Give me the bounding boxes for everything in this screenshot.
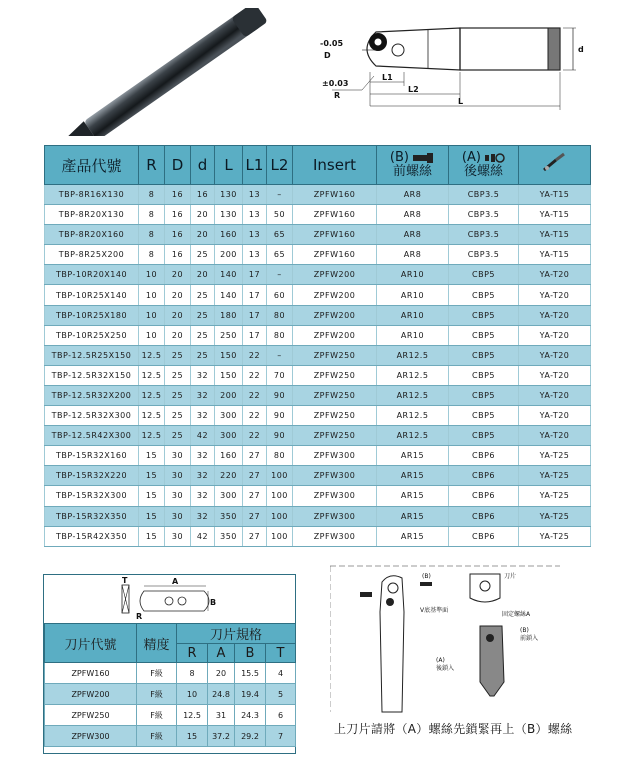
table-cell: 17 <box>243 265 267 285</box>
table-cell: AR12.5 <box>377 406 449 426</box>
table-cell: 20 <box>191 265 215 285</box>
table-cell: YA-T15 <box>519 245 591 265</box>
table-cell: TBP-8R16X130 <box>45 185 139 205</box>
asm-label-front: 前鎖入 <box>520 635 539 642</box>
table-cell: AR15 <box>377 486 449 506</box>
insert-cell: 31 <box>208 705 235 726</box>
table-cell: YA-T20 <box>519 385 591 405</box>
insert-cell: 4 <box>266 663 296 684</box>
insert-cell: ZPFW250 <box>45 705 137 726</box>
table-cell: AR12.5 <box>377 426 449 446</box>
table-cell: CBP6 <box>449 486 519 506</box>
table-cell: AR10 <box>377 285 449 305</box>
header-insert: Insert <box>293 146 377 185</box>
table-cell: TBP-8R20X130 <box>45 205 139 225</box>
insert-cell: 8 <box>177 663 208 684</box>
asm-label-b2: (B) <box>520 627 529 634</box>
table-cell: AR10 <box>377 325 449 345</box>
insert-cell: 5 <box>266 684 296 705</box>
table-cell: 140 <box>215 285 243 305</box>
spec-table-header <box>45 146 591 185</box>
table-cell: 100 <box>267 486 293 506</box>
table-cell: 15 <box>139 506 165 526</box>
insert-dim-b: B <box>210 598 217 607</box>
table-cell: AR15 <box>377 526 449 546</box>
asm-label-a: (A) <box>436 657 445 664</box>
insert-diagram <box>44 575 295 623</box>
screw-icon <box>485 153 505 163</box>
table-cell: 70 <box>267 365 293 385</box>
table-cell: – <box>267 345 293 365</box>
table-cell: TBP-15R32X300 <box>45 486 139 506</box>
insert-header-code: 刀片代號 <box>45 624 137 663</box>
table-cell: CBP5 <box>449 365 519 385</box>
table-cell: YA-T20 <box>519 426 591 446</box>
table-cell: ZPFW300 <box>293 526 377 546</box>
table-cell: 250 <box>215 325 243 345</box>
table-cell: 32 <box>191 406 215 426</box>
table-cell: 12.5 <box>139 385 165 405</box>
table-row <box>45 185 591 205</box>
insert-cell: 24.8 <box>208 684 235 705</box>
insert-cell: ZPFW200 <box>45 684 137 705</box>
table-cell: 160 <box>215 225 243 245</box>
table-cell: YA-T25 <box>519 506 591 526</box>
insert-cell: 15 <box>177 726 208 747</box>
header-l2: L2 <box>267 146 293 185</box>
table-cell: YA-T20 <box>519 365 591 385</box>
table-cell: 32 <box>191 446 215 466</box>
table-cell: 30 <box>165 506 191 526</box>
insert-spec-box <box>43 574 296 754</box>
table-cell: 27 <box>243 486 267 506</box>
dim-tol-d: -0.05 <box>320 39 344 48</box>
table-cell: YA-T20 <box>519 325 591 345</box>
table-cell: 25 <box>191 245 215 265</box>
table-cell: ZPFW160 <box>293 245 377 265</box>
dim-l2: L2 <box>408 85 419 94</box>
table-cell: AR15 <box>377 506 449 526</box>
header-l: L <box>215 146 243 185</box>
table-cell: 90 <box>267 385 293 405</box>
table-cell: 8 <box>139 185 165 205</box>
table-row <box>45 205 591 225</box>
table-cell: CBP5 <box>449 285 519 305</box>
table-row <box>45 265 591 285</box>
header-back-screw <box>449 146 519 185</box>
table-cell: YA-T15 <box>519 185 591 205</box>
table-cell: 16 <box>165 185 191 205</box>
insert-header-grade: 精度 <box>137 624 177 663</box>
table-cell: ZPFW200 <box>293 285 377 305</box>
header-code: 產品代號 <box>45 146 139 185</box>
table-cell: CBP5 <box>449 426 519 446</box>
dim-l: L <box>458 97 464 106</box>
table-cell: YA-T25 <box>519 526 591 546</box>
table-cell: ZPFW250 <box>293 426 377 446</box>
table-cell: 25 <box>165 365 191 385</box>
table-cell: 20 <box>165 265 191 285</box>
table-cell: 17 <box>243 305 267 325</box>
table-cell: 80 <box>267 446 293 466</box>
table-cell: 25 <box>165 385 191 405</box>
torx-key-icon <box>542 152 568 174</box>
table-row <box>45 325 591 345</box>
table-cell: YA-T15 <box>519 225 591 245</box>
table-cell: 350 <box>215 506 243 526</box>
insert-cell: ZPFW300 <box>45 726 137 747</box>
table-cell: ZPFW200 <box>293 325 377 345</box>
table-row <box>45 345 591 365</box>
table-cell: 13 <box>243 185 267 205</box>
insert-cell: 24.3 <box>235 705 266 726</box>
table-cell: CBP5 <box>449 406 519 426</box>
table-cell: CBP5 <box>449 325 519 345</box>
dim-d-small: d <box>578 45 584 54</box>
dim-d-big: D <box>324 51 331 60</box>
table-cell: ZPFW160 <box>293 225 377 245</box>
table-cell: YA-T25 <box>519 486 591 506</box>
table-cell: 150 <box>215 365 243 385</box>
dim-tol-r: ±0.03 <box>322 79 349 88</box>
table-cell: CBP6 <box>449 526 519 546</box>
table-cell: – <box>267 185 293 205</box>
table-cell: YA-T20 <box>519 406 591 426</box>
table-cell: 22 <box>243 345 267 365</box>
table-cell: AR10 <box>377 305 449 325</box>
table-cell: TBP-8R25X200 <box>45 245 139 265</box>
insert-cell: 15.5 <box>235 663 266 684</box>
table-cell: AR15 <box>377 466 449 486</box>
table-cell: 8 <box>139 225 165 245</box>
table-cell: 100 <box>267 466 293 486</box>
table-row <box>45 526 591 546</box>
table-cell: 16 <box>165 245 191 265</box>
table-cell: TBP-8R20X160 <box>45 225 139 245</box>
table-cell: TBP-10R25X250 <box>45 325 139 345</box>
table-cell: ZPFW300 <box>293 446 377 466</box>
table-cell: 30 <box>165 526 191 546</box>
table-cell: YA-T15 <box>519 205 591 225</box>
table-cell: 15 <box>139 526 165 546</box>
table-cell: CBP6 <box>449 506 519 526</box>
table-cell: 42 <box>191 526 215 546</box>
header-d-big: D <box>165 146 191 185</box>
table-cell: 300 <box>215 406 243 426</box>
table-cell: 32 <box>191 466 215 486</box>
table-cell: 25 <box>165 345 191 365</box>
insert-header-a: A <box>208 644 235 663</box>
table-cell: 10 <box>139 265 165 285</box>
insert-header-spec: 刀片規格 <box>177 624 296 644</box>
table-cell: ZPFW250 <box>293 406 377 426</box>
table-cell: 25 <box>191 285 215 305</box>
table-cell: 13 <box>243 225 267 245</box>
table-cell: 10 <box>139 285 165 305</box>
table-cell: 150 <box>215 345 243 365</box>
table-cell: 65 <box>267 225 293 245</box>
table-cell: 16 <box>191 185 215 205</box>
insert-cell: 19.4 <box>235 684 266 705</box>
table-cell: TBP-15R32X350 <box>45 506 139 526</box>
table-cell: 15 <box>139 446 165 466</box>
table-cell: 32 <box>191 365 215 385</box>
insert-dim-r: R <box>136 612 143 621</box>
insert-cell: F級 <box>137 663 177 684</box>
table-cell: 12.5 <box>139 365 165 385</box>
insert-header-r: R <box>177 644 208 663</box>
table-cell: 13 <box>243 245 267 265</box>
table-cell: 160 <box>215 446 243 466</box>
back-screw-text: 後螺絲 <box>463 164 503 179</box>
table-cell: 12.5 <box>139 426 165 446</box>
table-cell: ZPFW160 <box>293 185 377 205</box>
table-cell: 12.5 <box>139 345 165 365</box>
table-cell: 30 <box>165 486 191 506</box>
table-row <box>45 305 591 325</box>
table-cell: CBP3.5 <box>449 225 519 245</box>
asm-label-b: (B) <box>422 573 431 580</box>
table-cell: 22 <box>243 365 267 385</box>
table-cell: YA-T25 <box>519 466 591 486</box>
table-cell: TBP-12.5R32X200 <box>45 385 139 405</box>
table-row <box>45 486 591 506</box>
insert-dim-t: T <box>122 576 128 585</box>
table-cell: AR15 <box>377 446 449 466</box>
dim-l1: L1 <box>382 73 393 82</box>
table-cell: 20 <box>165 285 191 305</box>
table-cell: 32 <box>191 506 215 526</box>
insert-dim-a: A <box>172 577 179 586</box>
table-cell: 130 <box>215 205 243 225</box>
table-cell: 25 <box>165 406 191 426</box>
table-cell: YA-T20 <box>519 285 591 305</box>
table-cell: YA-T25 <box>519 446 591 466</box>
table-cell: 25 <box>191 345 215 365</box>
table-cell: 22 <box>243 385 267 405</box>
table-row <box>45 365 591 385</box>
table-cell: 20 <box>191 205 215 225</box>
asm-label-blade: 刀片 <box>504 573 517 580</box>
assembly-caption: 上刀片請將（A）螺絲先鎖緊再上（B）螺絲 <box>334 722 573 736</box>
table-cell: ZPFW250 <box>293 365 377 385</box>
table-row <box>45 225 591 245</box>
header-l1: L1 <box>243 146 267 185</box>
table-cell: TBP-12.5R32X300 <box>45 406 139 426</box>
table-cell: TBP-10R25X140 <box>45 285 139 305</box>
dim-r: R <box>334 91 341 100</box>
table-cell: 8 <box>139 245 165 265</box>
table-row <box>45 446 591 466</box>
header-d-small: d <box>191 146 215 185</box>
table-cell: 350 <box>215 526 243 546</box>
table-cell: 25 <box>191 325 215 345</box>
insert-cell: F級 <box>137 705 177 726</box>
table-cell: 30 <box>165 446 191 466</box>
table-cell: 27 <box>243 446 267 466</box>
table-cell: 27 <box>243 506 267 526</box>
insert-row <box>45 705 296 726</box>
insert-row <box>45 663 296 684</box>
insert-cell: F級 <box>137 684 177 705</box>
table-cell: 65 <box>267 245 293 265</box>
table-cell: 140 <box>215 265 243 285</box>
table-cell: 8 <box>139 205 165 225</box>
table-cell: 20 <box>165 305 191 325</box>
table-cell: – <box>267 265 293 285</box>
table-row <box>45 466 591 486</box>
table-cell: CBP5 <box>449 265 519 285</box>
asm-label-v: V底基準面 <box>420 607 449 614</box>
table-cell: 200 <box>215 245 243 265</box>
table-row <box>45 245 591 265</box>
table-cell: 17 <box>243 285 267 305</box>
table-cell: 13 <box>243 205 267 225</box>
header-front-screw <box>377 146 449 185</box>
insert-table <box>44 623 296 747</box>
table-cell: 27 <box>243 526 267 546</box>
table-cell: 200 <box>215 385 243 405</box>
table-cell: 130 <box>215 185 243 205</box>
insert-row <box>45 684 296 705</box>
table-cell: CBP5 <box>449 385 519 405</box>
table-cell: CBP3.5 <box>449 245 519 265</box>
table-cell: TBP-15R42X350 <box>45 526 139 546</box>
table-cell: 16 <box>165 205 191 225</box>
table-row <box>45 385 591 405</box>
insert-cell: 10 <box>177 684 208 705</box>
insert-cell: 37.2 <box>208 726 235 747</box>
table-cell: CBP5 <box>449 305 519 325</box>
table-cell: AR8 <box>377 205 449 225</box>
table-cell: TBP-10R25X180 <box>45 305 139 325</box>
front-screw-label: (B) <box>389 150 409 165</box>
table-cell: 220 <box>215 466 243 486</box>
table-cell: 300 <box>215 426 243 446</box>
table-cell: AR10 <box>377 265 449 285</box>
table-cell: CBP6 <box>449 466 519 486</box>
insert-header-t: T <box>266 644 296 663</box>
assembly-diagram <box>330 562 560 722</box>
table-cell: 90 <box>267 426 293 446</box>
table-cell: CBP5 <box>449 345 519 365</box>
table-cell: TBP-12.5R25X150 <box>45 345 139 365</box>
table-cell: 30 <box>165 466 191 486</box>
table-cell: ZPFW300 <box>293 466 377 486</box>
table-cell: 10 <box>139 325 165 345</box>
table-cell: 32 <box>191 486 215 506</box>
table-cell: 15 <box>139 466 165 486</box>
front-screw-text: 前螺絲 <box>392 164 432 179</box>
insert-cell: 6 <box>266 705 296 726</box>
screw-icon <box>413 153 435 163</box>
table-cell: ZPFW250 <box>293 385 377 405</box>
table-cell: 17 <box>243 325 267 345</box>
header-r: R <box>139 146 165 185</box>
table-cell: 22 <box>243 426 267 446</box>
asm-label-back: 後鎖入 <box>436 665 455 672</box>
table-cell: 12.5 <box>139 406 165 426</box>
table-cell: ZPFW300 <box>293 506 377 526</box>
table-cell: CBP3.5 <box>449 205 519 225</box>
table-cell: 25 <box>191 305 215 325</box>
table-cell: 16 <box>165 225 191 245</box>
table-cell: AR8 <box>377 185 449 205</box>
table-cell: 32 <box>191 385 215 405</box>
insert-cell: F級 <box>137 726 177 747</box>
table-cell: 80 <box>267 305 293 325</box>
insert-cell: 7 <box>266 726 296 747</box>
table-cell: ZPFW160 <box>293 205 377 225</box>
insert-cell: 20 <box>208 663 235 684</box>
table-cell: 10 <box>139 305 165 325</box>
table-row <box>45 285 591 305</box>
asm-label-fix: 固定螺絲A <box>502 611 531 618</box>
table-row <box>45 426 591 446</box>
table-cell: TBP-15R32X220 <box>45 466 139 486</box>
table-cell: 20 <box>165 325 191 345</box>
table-cell: AR12.5 <box>377 385 449 405</box>
table-cell: 100 <box>267 506 293 526</box>
dimension-drawing <box>318 10 618 122</box>
table-cell: 20 <box>191 225 215 245</box>
table-cell: 60 <box>267 285 293 305</box>
table-cell: AR12.5 <box>377 345 449 365</box>
back-screw-label: (A) <box>461 150 481 165</box>
insert-header-b: B <box>235 644 266 663</box>
table-cell: YA-T20 <box>519 305 591 325</box>
end-mill-photo <box>40 8 310 136</box>
table-cell: ZPFW250 <box>293 345 377 365</box>
table-row <box>45 506 591 526</box>
table-cell: 100 <box>267 526 293 546</box>
table-cell: CBP6 <box>449 446 519 466</box>
insert-row <box>45 726 296 747</box>
insert-cell: 12.5 <box>177 705 208 726</box>
table-cell: TBP-12.5R32X150 <box>45 365 139 385</box>
table-cell: AR8 <box>377 225 449 245</box>
insert-cell: ZPFW160 <box>45 663 137 684</box>
table-cell: ZPFW200 <box>293 265 377 285</box>
table-cell: 42 <box>191 426 215 446</box>
table-cell: 27 <box>243 466 267 486</box>
table-cell: CBP3.5 <box>449 185 519 205</box>
insert-cell: 29.2 <box>235 726 266 747</box>
table-cell: YA-T20 <box>519 345 591 365</box>
table-cell: YA-T20 <box>519 265 591 285</box>
table-cell: AR8 <box>377 245 449 265</box>
table-cell: 90 <box>267 406 293 426</box>
table-cell: ZPFW200 <box>293 305 377 325</box>
table-cell: TBP-15R32X160 <box>45 446 139 466</box>
spec-table <box>44 145 591 547</box>
table-cell: AR12.5 <box>377 365 449 385</box>
table-cell: 50 <box>267 205 293 225</box>
header-wrench <box>519 146 591 185</box>
table-row <box>45 406 591 426</box>
table-cell: 25 <box>165 426 191 446</box>
table-cell: TBP-10R20X140 <box>45 265 139 285</box>
table-cell: 300 <box>215 486 243 506</box>
table-cell: TBP-12.5R42X300 <box>45 426 139 446</box>
table-cell: 22 <box>243 406 267 426</box>
table-cell: 180 <box>215 305 243 325</box>
table-cell: 15 <box>139 486 165 506</box>
table-cell: 80 <box>267 325 293 345</box>
table-cell: ZPFW300 <box>293 486 377 506</box>
